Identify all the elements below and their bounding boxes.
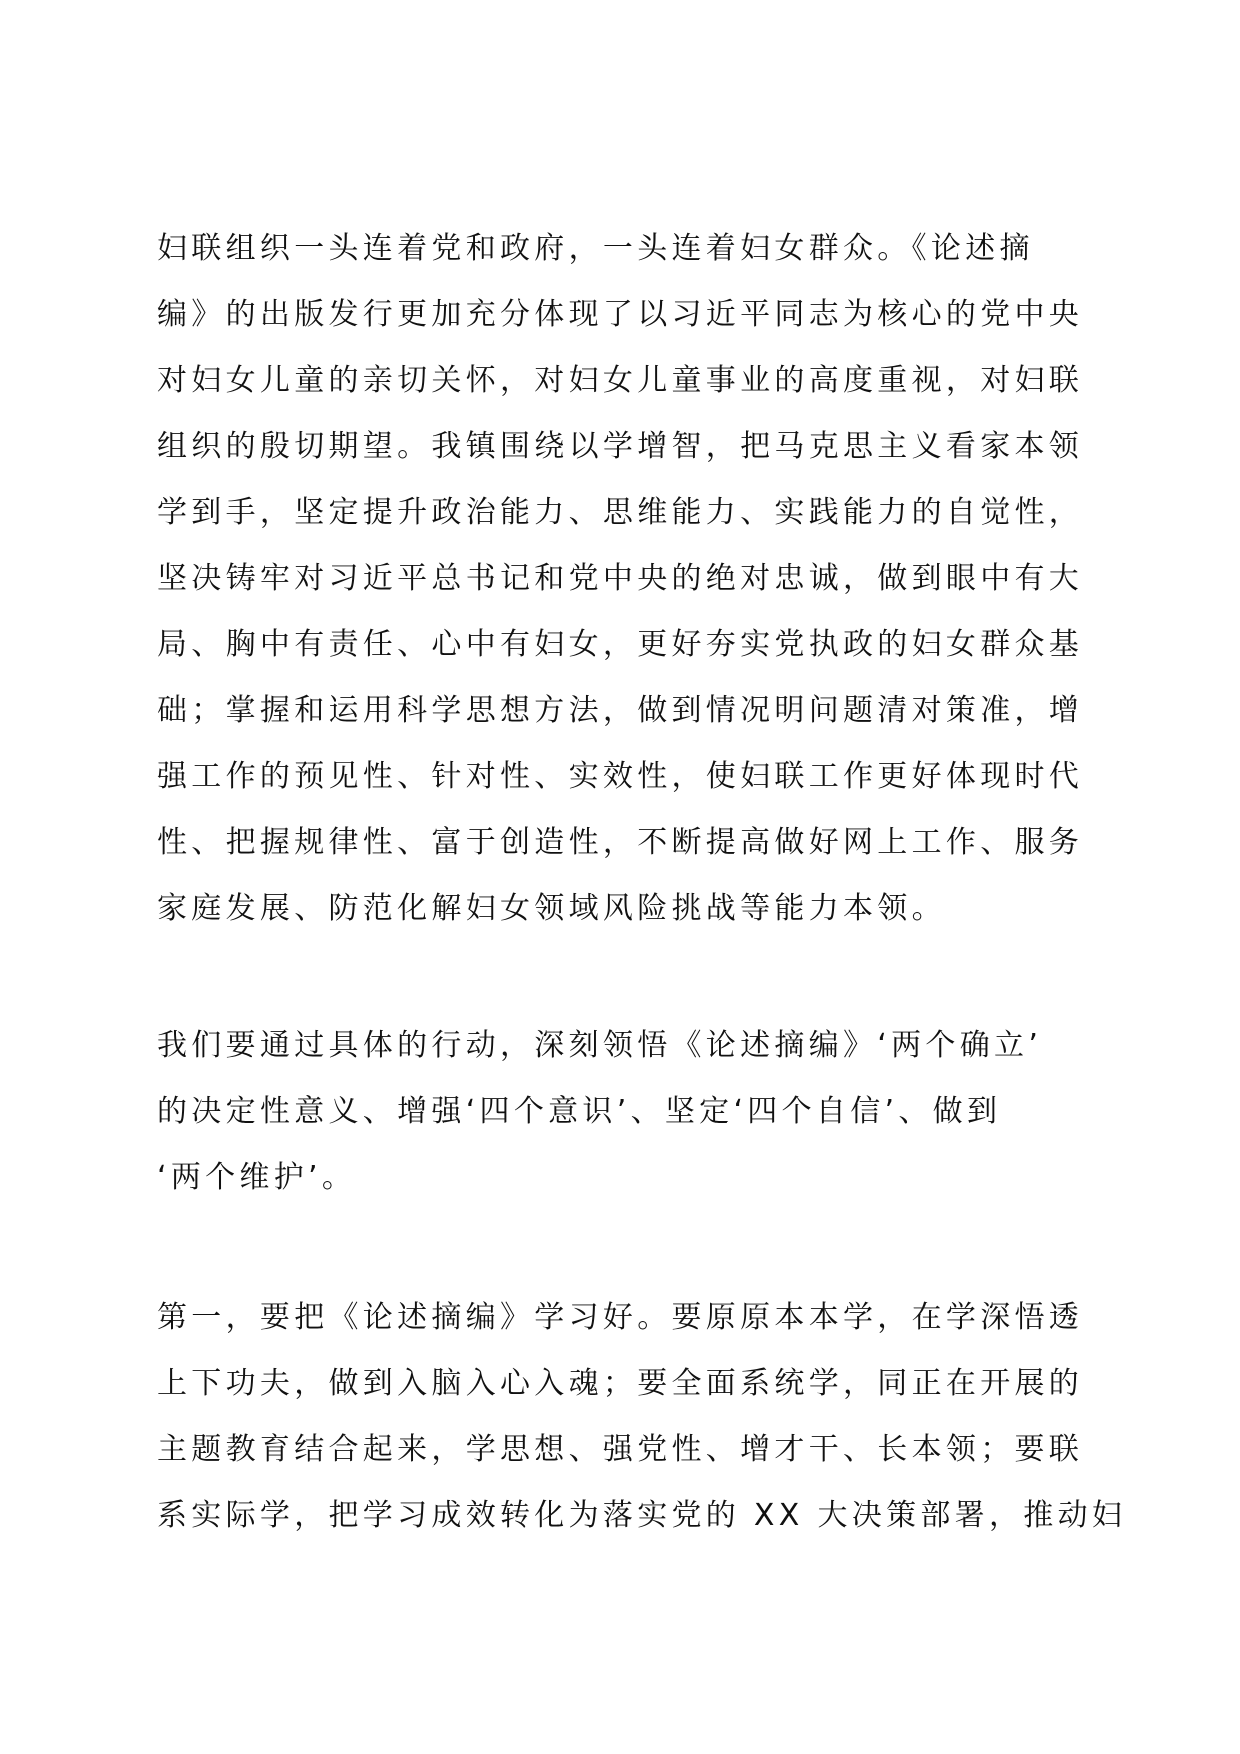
paragraph-line: ‘两个维护’。 [157,1160,357,1195]
paragraph-line: 妇联组织一头连着党和政府，一头连着妇女群众。《论述摘 [157,231,1034,266]
paragraph-3 [157,1285,1127,1549]
paragraph-line: 强工作的预见性、针对性、实效性，使妇联工作更好体现时代 [157,759,1084,794]
paragraph-1 [157,216,1087,942]
paragraph-line: 我们要通过具体的行动，深刻领悟《论述摘编》‘两个确立’ [157,1028,1043,1063]
paragraph-line: 主题教育结合起来，学思想、强党性、增才干、长本领；要联 [157,1432,1084,1467]
paragraph-2 [157,1013,1087,1211]
paragraph-line: 的决定性意义、增强‘四个意识’、坚定‘四个自信’、做到 [157,1094,1002,1129]
paragraph-line: 局、胸中有责任、心中有妇女，更好夯实党执政的妇女群众基 [157,627,1084,662]
paragraph-line: 础；掌握和运用科学思想方法，做到情况明问题清对策准，增 [157,693,1084,728]
paragraph-line: 坚决铸牢对习近平总书记和党中央的绝对忠诚，做到眼中有大 [157,561,1084,596]
paragraph-line: 系实际学，把学习成效转化为落实党的 XX 大决策部署，推动妇 [157,1498,1127,1533]
paragraph-line: 上下功夫，做到入脑入心入魂；要全面系统学，同正在开展的 [157,1366,1084,1401]
paragraph-line: 第一，要把《论述摘编》学习好。要原原本本学，在学深悟透 [157,1300,1084,1335]
paragraph-line: 家庭发展、防范化解妇女领域风险挑战等能力本领。 [157,891,946,926]
paragraph-line: 编》的出版发行更加充分体现了以习近平同志为核心的党中央 [157,297,1084,332]
paragraph-line: 组织的殷切期望。我镇围绕以学增智，把马克思主义看家本领 [157,429,1084,464]
paragraph-line: 性、把握规律性、富于创造性，不断提高做好网上工作、服务 [157,825,1084,860]
paragraph-line: 对妇女儿童的亲切关怀，对妇女儿童事业的高度重视，对妇联 [157,363,1084,398]
paragraph-line: 学到手，坚定提升政治能力、思维能力、实践能力的自觉性， [157,495,1084,530]
